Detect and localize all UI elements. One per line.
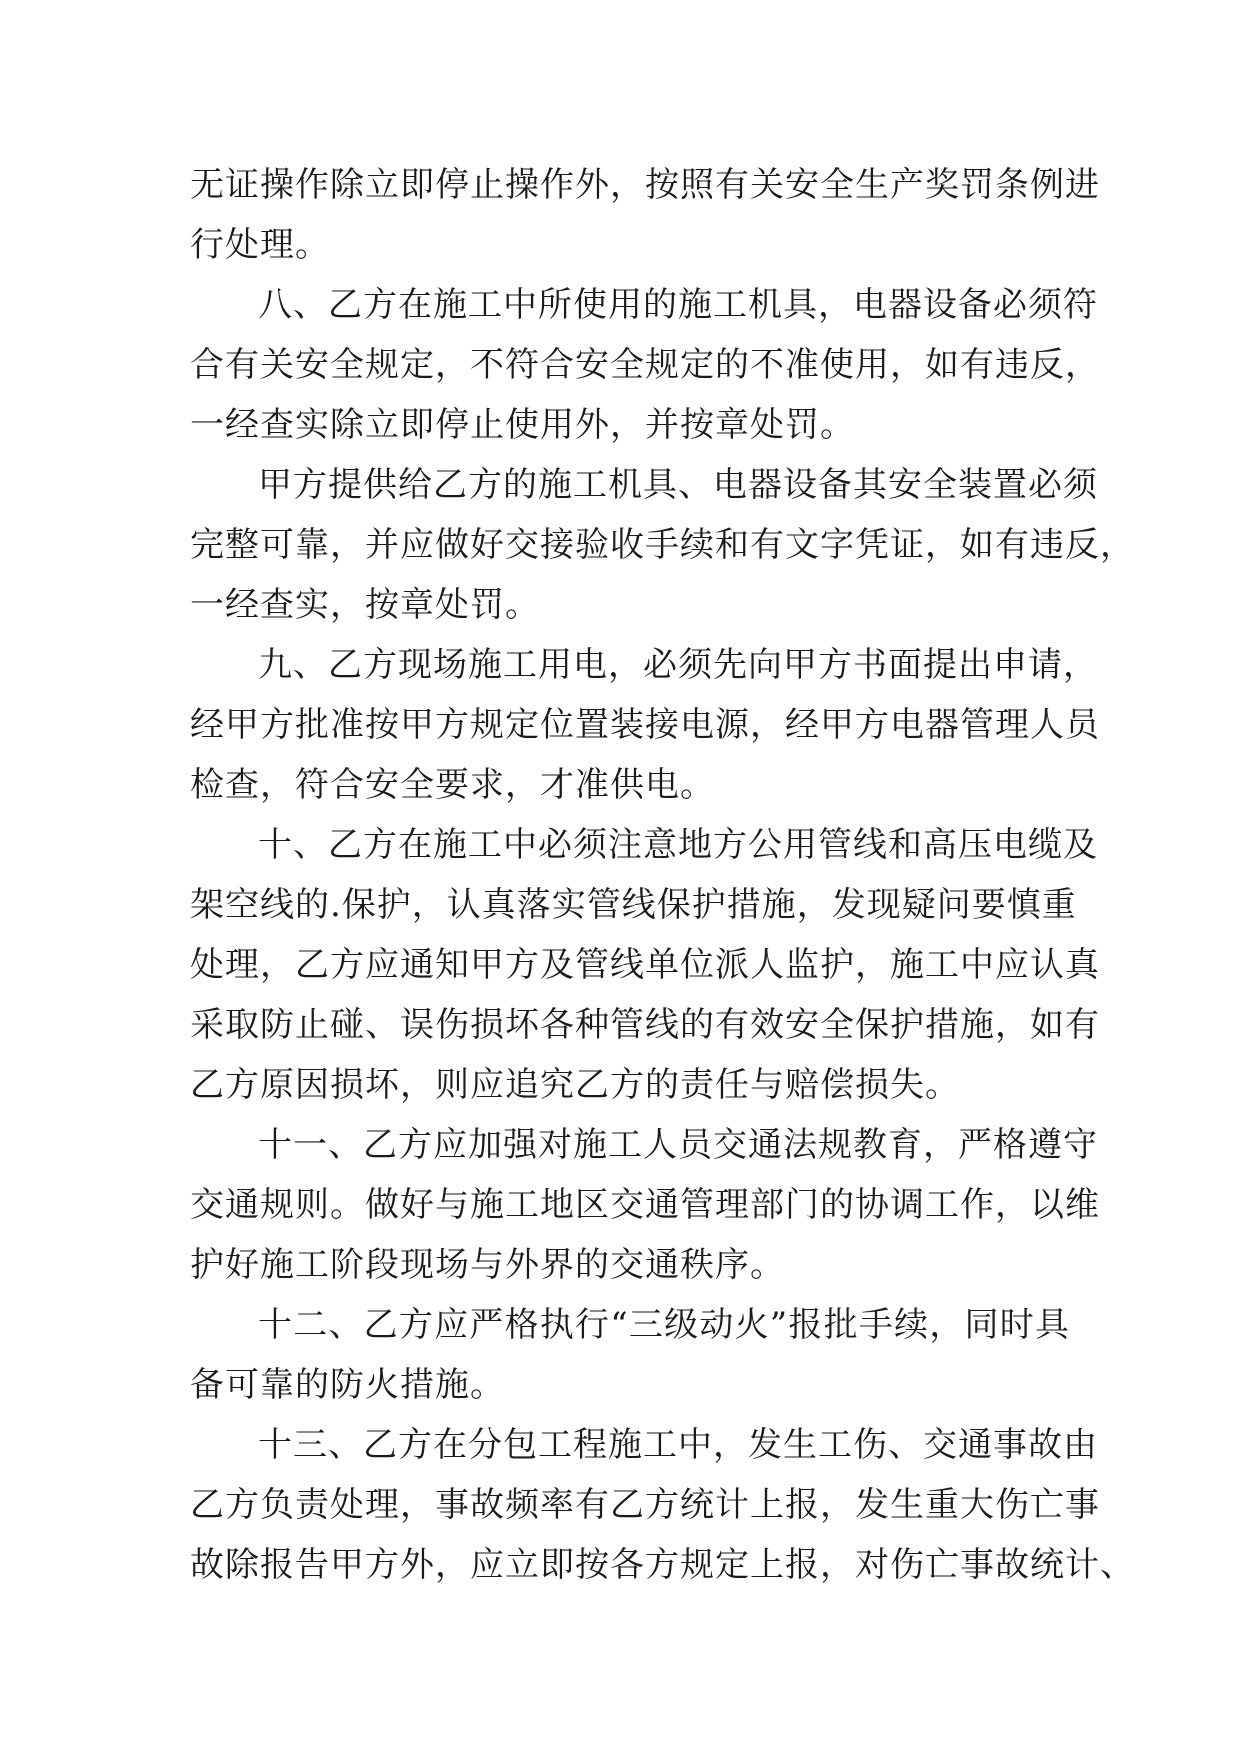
text-line: 一经查实，按章处罚。 — [190, 585, 540, 625]
text-line: 行处理。 — [190, 225, 330, 265]
text-line: 处理，乙方应通知甲方及管线单位派人监护，施工中应认真 — [190, 945, 1100, 985]
body-text — [190, 155, 1135, 1595]
text-line: 检查，符合安全要求，才准供电。 — [190, 765, 715, 805]
text-line: 十、乙方在施工中必须注意地方公用管线和高压电缆及 — [258, 825, 1098, 865]
text-line: 九、乙方现场施工用电，必须先向甲方书面提出申请， — [258, 645, 1098, 685]
text-line: 备可靠的防火措施。 — [190, 1365, 505, 1405]
text-line: 无证操作除立即停止操作外，按照有关安全生产奖罚条例进 — [190, 165, 1100, 205]
text-line: 乙方原因损坏，则应追究乙方的责任与赔偿损失。 — [190, 1065, 960, 1105]
text-line: 八、乙方在施工中所使用的施工机具，电器设备必须符 — [258, 285, 1098, 325]
text-line: 甲方提供给乙方的施工机具、电器设备其安全装置必须 — [258, 465, 1098, 505]
text-line: 交通规则。做好与施工地区交通管理部门的协调工作，以维 — [190, 1185, 1100, 1225]
text-line: 一经查实除立即停止使用外，并按章处罚。 — [190, 405, 855, 445]
text-line: 十三、乙方在分包工程施工中，发生工伤、交通事故由 — [258, 1425, 1098, 1465]
text-line: 采取防止碰、误伤损坏各种管线的有效安全保护措施，如有 — [190, 1005, 1100, 1045]
text-line: 故除报告甲方外，应立即按各方规定上报，对伤亡事故统计、 — [190, 1545, 1135, 1585]
text-line: 经甲方批准按甲方规定位置装接电源，经甲方电器管理人员 — [190, 705, 1100, 745]
text-line: 架空线的.保护，认真落实管线保护措施，发现疑问要慎重 — [190, 885, 1077, 925]
text-line: 乙方负责处理，事故频率有乙方统计上报，发生重大伤亡事 — [190, 1485, 1100, 1525]
text-line: 完整可靠，并应做好交接验收手续和有文字凭证，如有违反， — [190, 525, 1135, 565]
text-line: 十二、乙方应严格执行“三级动火”报批手续，同时具 — [258, 1305, 1070, 1345]
text-line: 十一、乙方应加强对施工人员交通法规教育，严格遵守 — [258, 1125, 1098, 1165]
text-line: 合有关安全规定，不符合安全规定的不准使用，如有违反， — [190, 345, 1100, 385]
text-line: 护好施工阶段现场与外界的交通秩序。 — [190, 1245, 785, 1285]
